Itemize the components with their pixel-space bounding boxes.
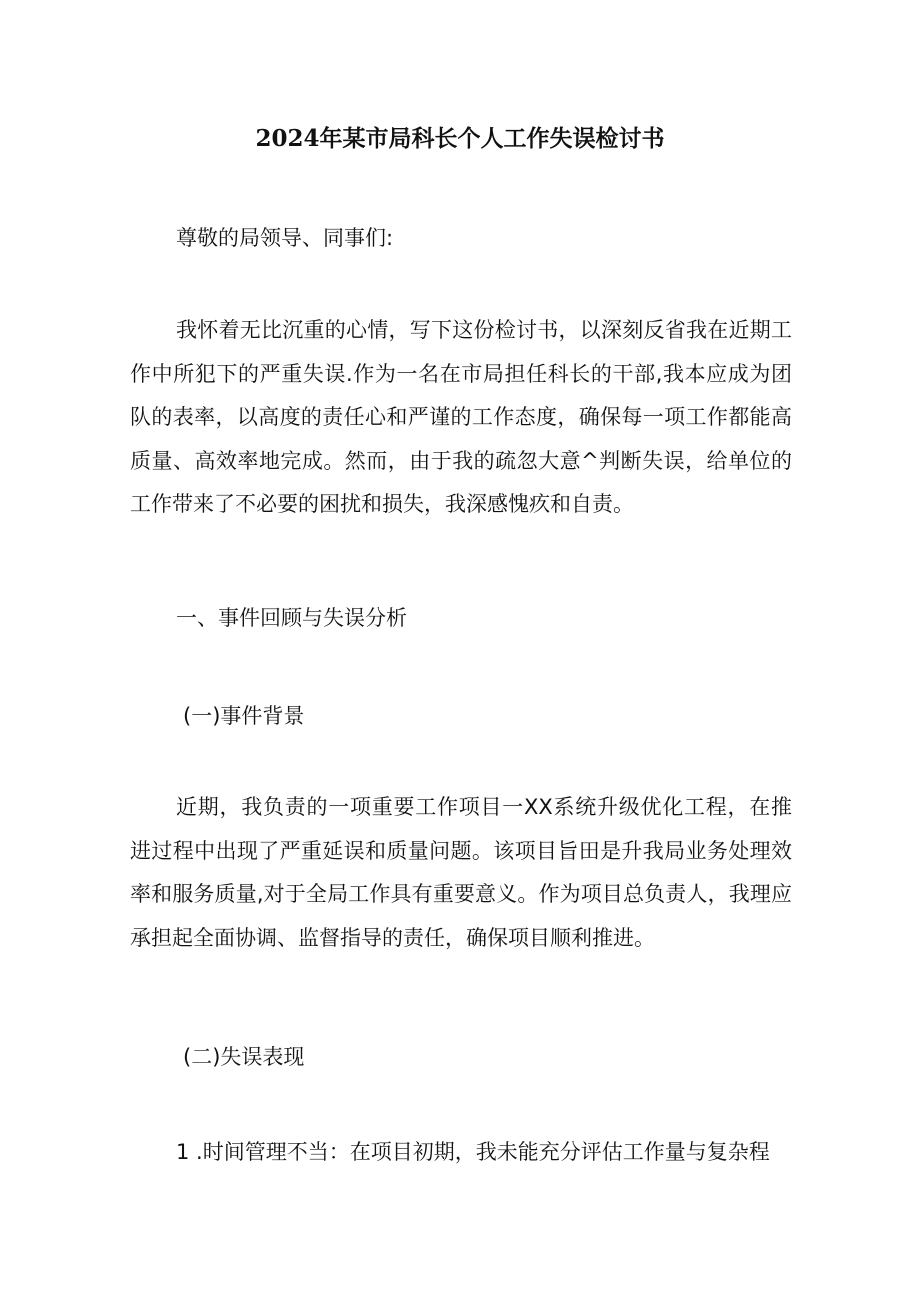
list-item-1: 1 .时间管理不当：在项目初期，我未能充分评估工作量与复杂程 [176,1140,770,1164]
section-heading-1: 一、事件回顾与失误分析 [176,606,407,630]
document-title: 2024年某市局科长个人工作失误检讨书 [255,125,665,152]
intro-paragraph: 我怀着无比沉重的心情，写下这份检讨书，以深刻反省我在近期工作中所犯下的严重失误.作为一名在市局担任科长的干部,我本应成为团队的表率，以高度的责任心和严谨的工作态度，确保每一项工作都能高质量、高效率地完成。然而，由于我的疏忽大意^判断失误，给单位的工作带来了不必要的困扰和损失，我深感愧疚和自责。 [130,318,792,517]
subsection-heading-background: (一)事件背景 [183,704,305,728]
subsection-heading-errors: (二)失误表现 [183,1045,305,1069]
background-paragraph: 近期，我负责的一项重要工作项目一XX系统升级优化工程，在推进过程中出现了严重延误和质量问题。该项目旨田是升我局业务处理效率和服务质量,对于全局工作具有重要意义。作为项目总负责人，我理应承担起全面协调、监督指导的责任，确保项目顺利推进。 [130,795,792,950]
salutation: 尊敬的局领导、同事们: [176,226,394,250]
